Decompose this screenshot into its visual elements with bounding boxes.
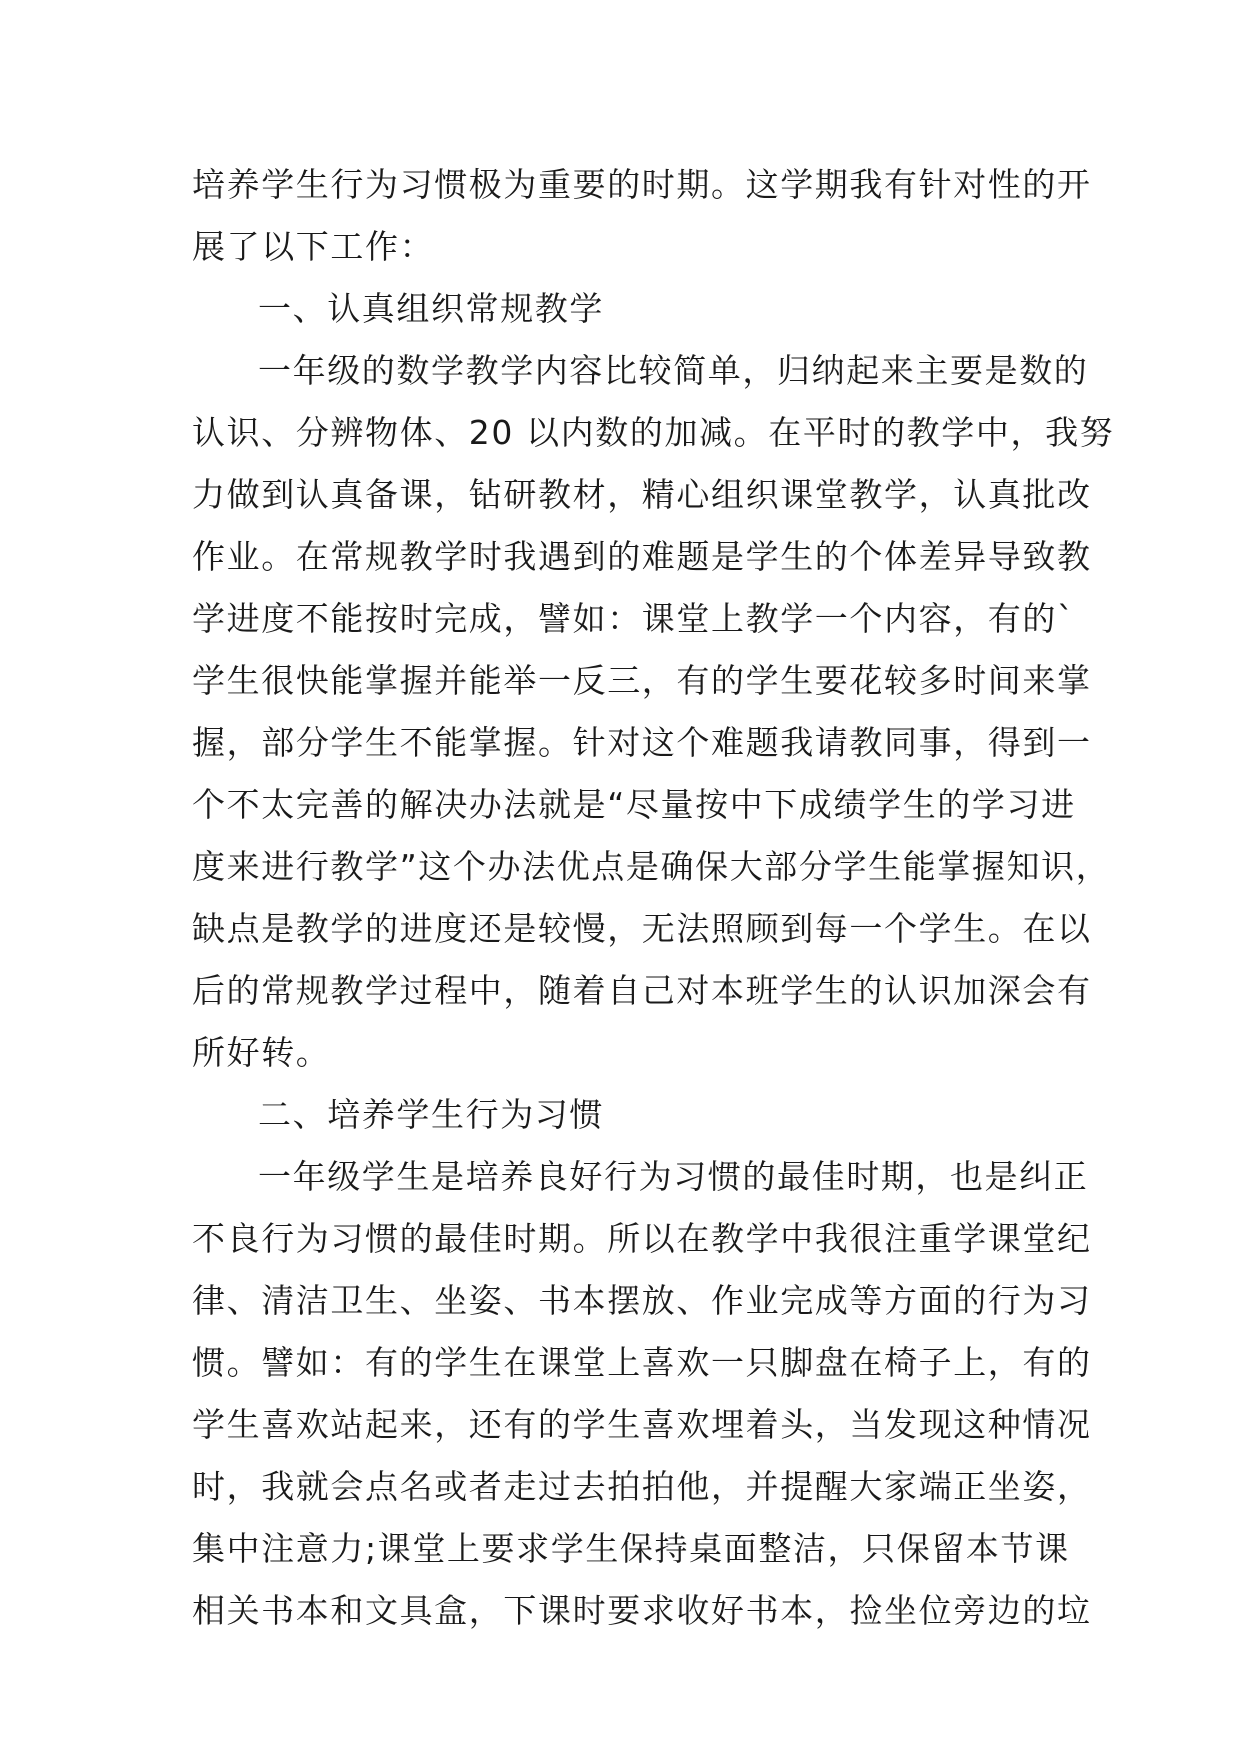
text-line: 学生喜欢站起来，还有的学生喜欢埋着头，当发现这种情况 — [192, 1405, 1092, 1444]
text-line: 力做到认真备课，钻研教材，精心组织课堂教学，认真批改 — [192, 475, 1092, 514]
paragraph-first-line: 一年级学生是培养良好行为习惯的最佳时期，也是纠正 — [258, 1157, 1089, 1196]
text-line: 展了以下工作： — [192, 227, 435, 266]
text-line: 握，部分学生不能掌握。针对这个难题我请教同事，得到一 — [192, 723, 1092, 762]
text-line: 时，我就会点名或者走过去拍拍他，并提醒大家端正坐姿， — [192, 1467, 1092, 1506]
text-line: 认识、分辨物体、20 以内数的加减。在平时的教学中，我努 — [192, 413, 1115, 452]
text-line: 不良行为习惯的最佳时期。所以在教学中我很注重学课堂纪 — [192, 1219, 1092, 1258]
section-heading-2: 二、培养学生行为习惯 — [258, 1095, 604, 1134]
text-line: 相关书本和文具盒，下课时要求收好书本，捡坐位旁边的垃 — [192, 1591, 1092, 1630]
paragraph-first-line: 一年级的数学教学内容比较简单，归纳起来主要是数的 — [258, 351, 1089, 390]
text-line: 缺点是教学的进度还是较慢，无法照顾到每一个学生。在以 — [192, 909, 1092, 948]
text-line: 后的常规教学过程中，随着自己对本班学生的认识加深会有 — [192, 971, 1092, 1010]
text-line: 所好转。 — [192, 1033, 331, 1072]
text-line: 集中注意力;课堂上要求学生保持桌面整洁，只保留本节课 — [192, 1529, 1070, 1568]
text-line: 个不太完善的解决办法就是“尽量按中下成绩学生的学习进 — [192, 785, 1076, 824]
text-line: 作业。在常规教学时我遇到的难题是学生的个体差异导致教 — [192, 537, 1092, 576]
text-line: 学进度不能按时完成，譬如：课堂上教学一个内容，有的` — [192, 599, 1076, 638]
section-heading-1: 一、认真组织常规教学 — [258, 289, 604, 328]
text-line: 度来进行教学”这个办法优点是确保大部分学生能掌握知识， — [192, 847, 1111, 886]
text-line: 培养学生行为习惯极为重要的时期。这学期我有针对性的开 — [192, 165, 1092, 204]
text-line: 学生很快能掌握并能举一反三，有的学生要花较多时间来掌 — [192, 661, 1092, 700]
text-line: 惯。譬如：有的学生在课堂上喜欢一只脚盘在椅子上，有的 — [192, 1343, 1092, 1382]
text-line: 律、清洁卫生、坐姿、书本摆放、作业完成等方面的行为习 — [192, 1281, 1092, 1320]
